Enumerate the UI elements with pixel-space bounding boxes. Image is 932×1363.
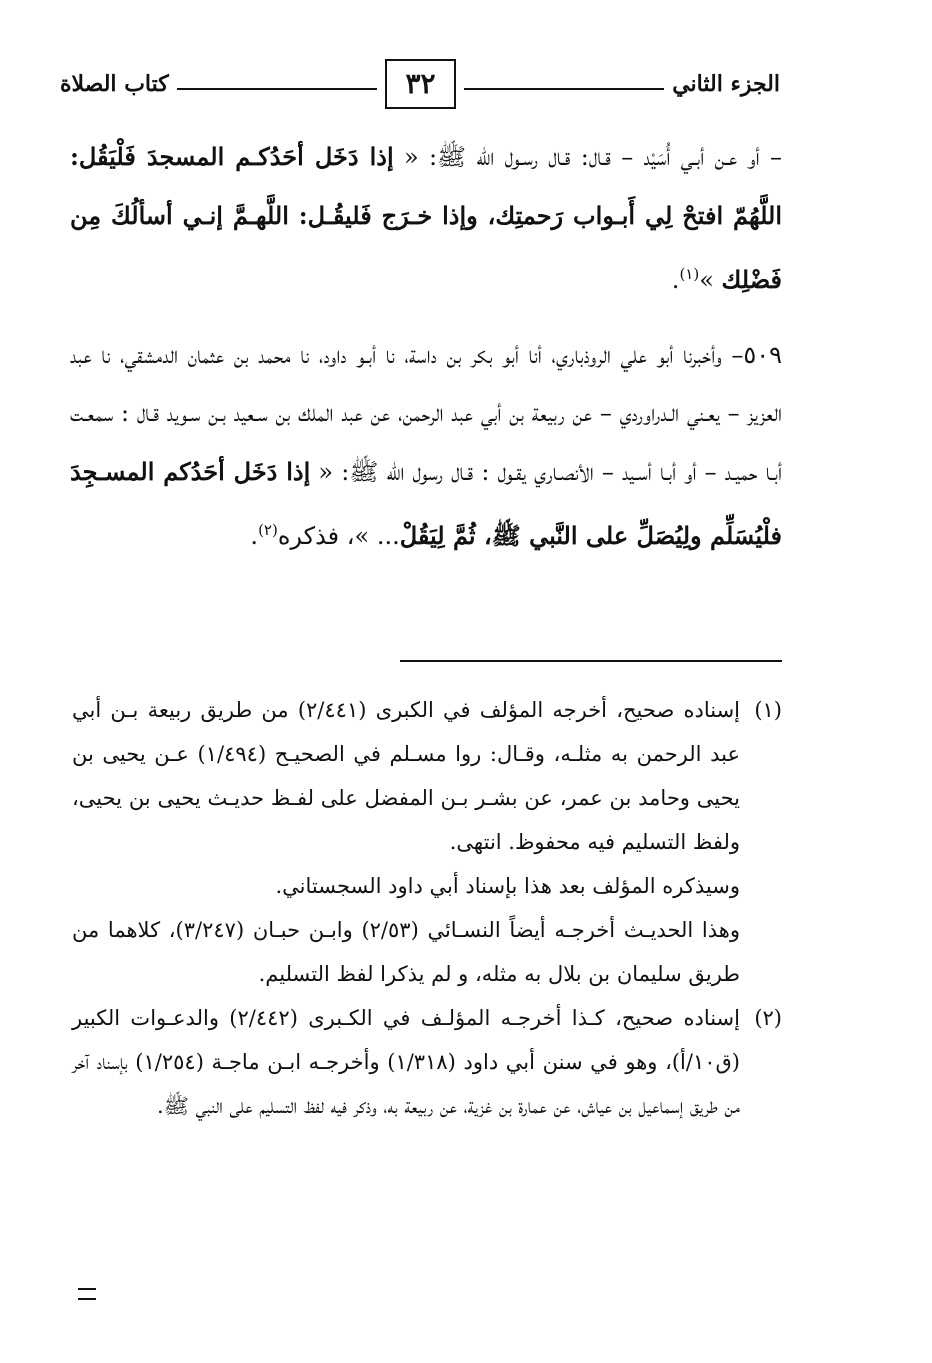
text-run: . [250, 522, 259, 550]
text-run: – أو عـن أبـي أُسَيْد – قـال: قـال رسـول الله ﷺ: « [393, 143, 782, 171]
footnote-1-extra-2: وهذا الحديـث أخرجـه أيضاً النسـائي (٢/٥٣) وابـن حبـان (٣/٢٤٧)، كلاهما من طريق سليمان بن بلال به مثله، و لم يذكرا لفظ التسليم. [72, 918, 741, 986]
text-run: » [699, 266, 722, 294]
footnote-1 [72, 688, 782, 864]
volume-title: الجزء الثاني [672, 71, 780, 97]
header-rule-right [464, 88, 665, 90]
footnote-separator [400, 660, 782, 662]
footnote-number: (٢) [754, 1006, 782, 1030]
footnotes [72, 688, 782, 1128]
continuation-mark [78, 1288, 96, 1300]
header-rule-left [177, 88, 378, 90]
footnote-number: (١) [754, 698, 782, 722]
footnote-text: إسناده صحيح، أخرجه المؤلف في الكبرى (٢/٤٤١) من طريق ربيعة بـن أبي عبد الرحمن به مثلـه، وقـال: روا مسـلم في الصحيـح (١/٤٩٤) عـن يحيى بن يحيى وحامد بن عمر، عن بشـر بـن المفضل على لفـظ حديـث يحيى بن يحيى، ولفظ التسليم فيه محفوظ. انتهى. [72, 698, 741, 854]
footnote-2 [72, 996, 782, 1128]
hadith-paragraph-1 [70, 128, 782, 310]
footnote-ref[interactable]: (١) [679, 265, 700, 283]
text-run: ٥٠٩– وأخبرنا أبو علي الروذباري، أنا أبو بكر بن داسة، نا أبـو داود، نا محمد بن عثمان الدمشقي، نا عبد العزيز – يعـني الـدراوردي – عن ربيعة بن أبي عبد الرحمن، عن عبد الملك بن سـعيد بـن سـويد قـال : سمعـت أبـا حميـد – أو أبـا أسـيد – الأنصـاري يقـول : قـال رسول الله ﷺ: « [70, 340, 783, 486]
footnote-ref[interactable]: (٢) [258, 521, 278, 539]
text-run: . [671, 266, 680, 294]
hadith-quote: إذا دَخَل أحَدُكم المسـجِدَ فلْيُسَلِّم ولِيُصَلِّ على النَّبي ﷺ، ثُمَّ لِيَقُلْ [70, 456, 782, 550]
footnote-text: إسناده صحيح، كـذا أخرجـه المؤلـف في الكـبرى (٢/٤٤٢) والدعـوات الكبير (ق١٠/أ)، وهو في سنن أبي داود (١/٣١٨) وأخرجـه ابـن ماجـة (١/٢٥٤) بإسناد آخر من طريق إسماعيل بن عياش، عن عمارة بن غزية، عن ربيعة به، وذكر فيه لفظ التسليم على النبي ﷺ. [72, 1006, 741, 1118]
footnote-1-extra-1: وسيذكره المؤلف بعد هذا بإسناد أبي داود السجستاني. [275, 874, 740, 898]
main-text [70, 128, 782, 566]
page-number: ٣٢ [385, 59, 455, 109]
page-header [60, 58, 780, 110]
hadith-quote: إذا دَخَل أحَدُكـم المسجدَ فَلْيَقُل: اللَّهُمّ افتحْ لِي أَبـواب رَحمتِك، وإذا خـرَج فَليقُـل: اللَّهـمَّ إنـي أسألُكَ مِن فَضْلِك [70, 142, 782, 294]
book-title: كتاب الصلاة [60, 71, 169, 97]
text-run: ... »، فذكره [277, 522, 400, 550]
hadith-paragraph-2 [70, 326, 782, 566]
